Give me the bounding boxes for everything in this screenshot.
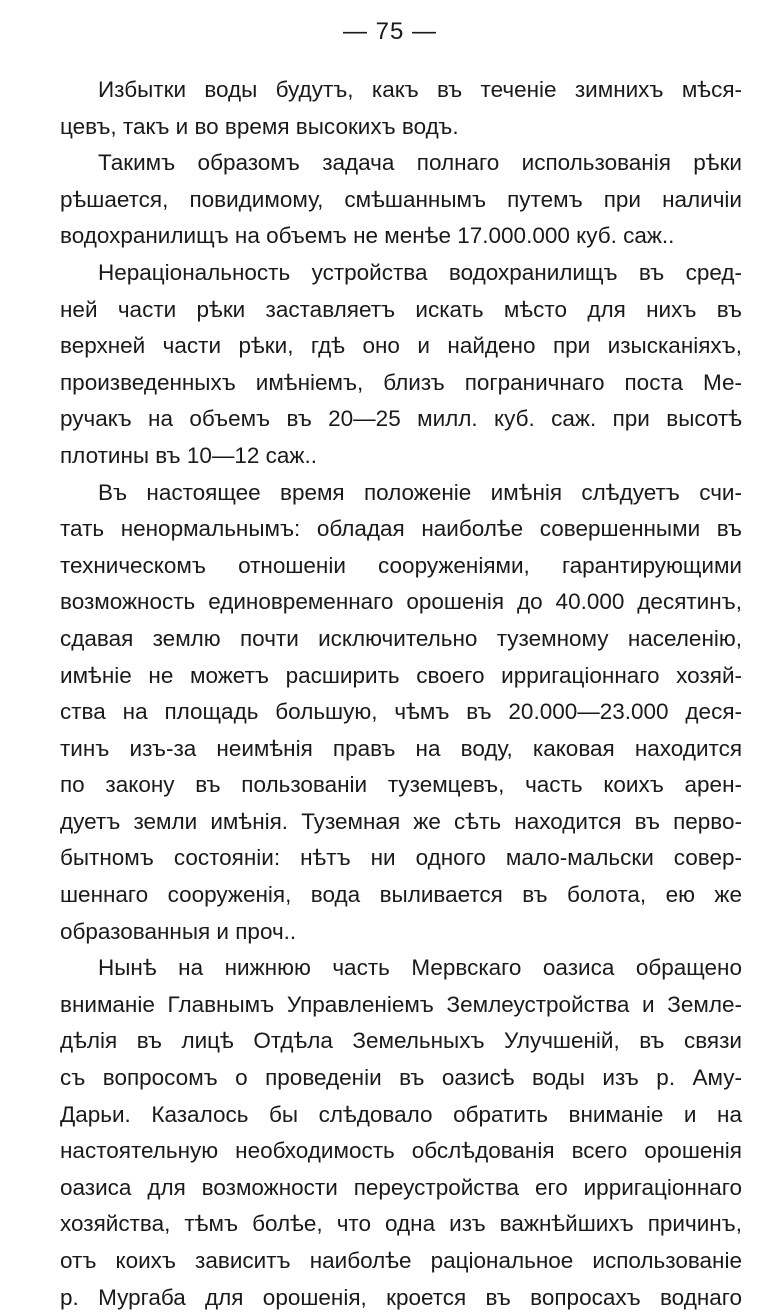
text-line: р. Мургаба для орошенія, кроется въ вопросахъ воднаго bbox=[60, 1284, 742, 1310]
text-line: Такимъ образомъ задача полнаго использованія рѣки bbox=[98, 150, 742, 176]
text-line: плотины въ 10—12 саж.. bbox=[60, 442, 317, 468]
text-line: водохранилищъ на объемъ не менѣе 17.000.000 куб. саж.. bbox=[60, 223, 675, 249]
text-line: вниманіе Главнымъ Управленіемъ Землеустройства и Земле- bbox=[60, 991, 742, 1017]
text-line: бытномъ состояніи: нѣтъ ни одного мало-мальски совер- bbox=[60, 845, 742, 871]
text-line: имѣніе не можетъ расширить своего ирригаціоннаго хозяй- bbox=[60, 662, 742, 688]
page-number: — 75 — bbox=[342, 18, 438, 45]
text-line: Дарьи. Казалось бы слѣдовало обратить вниманіе и на bbox=[60, 1101, 742, 1127]
text-line: верхней части рѣки, гдѣ оно и найдено при изысканіяхъ, bbox=[60, 333, 742, 359]
text-line: шеннаго сооруженія, вода выливается въ болота, ею же bbox=[60, 882, 742, 908]
text-line: Нераціональность устройства водохранилищъ въ сред- bbox=[98, 259, 742, 285]
text-line: цевъ, такъ и во время высокихъ водъ. bbox=[60, 113, 459, 139]
text-line: съ вопросомъ о проведеніи въ оазисѣ воды изъ р. Аму- bbox=[60, 1065, 742, 1091]
text-line: образованныя и проч.. bbox=[60, 918, 297, 944]
text-line: дѣлія въ лицѣ Отдѣла Земельныхъ Улучшеній, въ связи bbox=[60, 1028, 742, 1054]
text-line: тать ненормальнымъ: обладая наиболѣе совершенными въ bbox=[60, 516, 742, 542]
text-line: хозяйства, тѣмъ болѣе, что одна изъ важнѣйшихъ причинъ, bbox=[60, 1211, 742, 1237]
text-line: Избытки воды будутъ, какъ въ теченіе зимнихъ мѣся- bbox=[98, 77, 742, 102]
text-line: ней части рѣки заставляетъ искать мѣсто для нихъ въ bbox=[60, 296, 742, 322]
text-line: сдавая землю почти исключительно туземному населенію, bbox=[60, 625, 742, 651]
text-line: Нынѣ на нижнюю часть Мервскаго оазиса обращено bbox=[98, 955, 742, 981]
text-line: по закону въ пользованіи туземцевъ, часть коихъ арен- bbox=[60, 772, 742, 798]
text-line: Въ настоящее время положеніе имѣнія слѣдуетъ счи- bbox=[98, 479, 742, 505]
text-line: оазиса для возможности переустройства его ирригаціоннаго bbox=[60, 1174, 742, 1200]
text-line: техническомъ отношеніи сооруженіями, гарантирующими bbox=[60, 552, 742, 578]
text-line: настоятельную необходимость обслѣдованія всего орошенія bbox=[60, 1138, 742, 1164]
text-line: произведенныхъ имѣніемъ, близъ пограничнаго поста Ме- bbox=[60, 369, 742, 395]
text-line: отъ коихъ зависитъ наиболѣе раціональное использованіе bbox=[60, 1248, 742, 1273]
text-line: ства на площадь большую, чѣмъ въ 20.000—23.000 деся- bbox=[60, 699, 742, 725]
text-line: дуетъ земли имѣнія. Туземная же сѣть находится въ перво- bbox=[60, 808, 742, 834]
text-line: возможность единовременнаго орошенія до 40.000 десятинъ, bbox=[60, 589, 742, 615]
text-line: рѣшается, повидимому, смѣшаннымъ путемъ при наличіи bbox=[60, 186, 742, 212]
body-text bbox=[60, 72, 742, 1316]
text-line: ручакъ на объемъ въ 20—25 милл. куб. саж. при высотѣ bbox=[60, 406, 742, 432]
text-line: тинъ изъ-за неимѣнія правъ на воду, каковая находится bbox=[60, 735, 742, 761]
